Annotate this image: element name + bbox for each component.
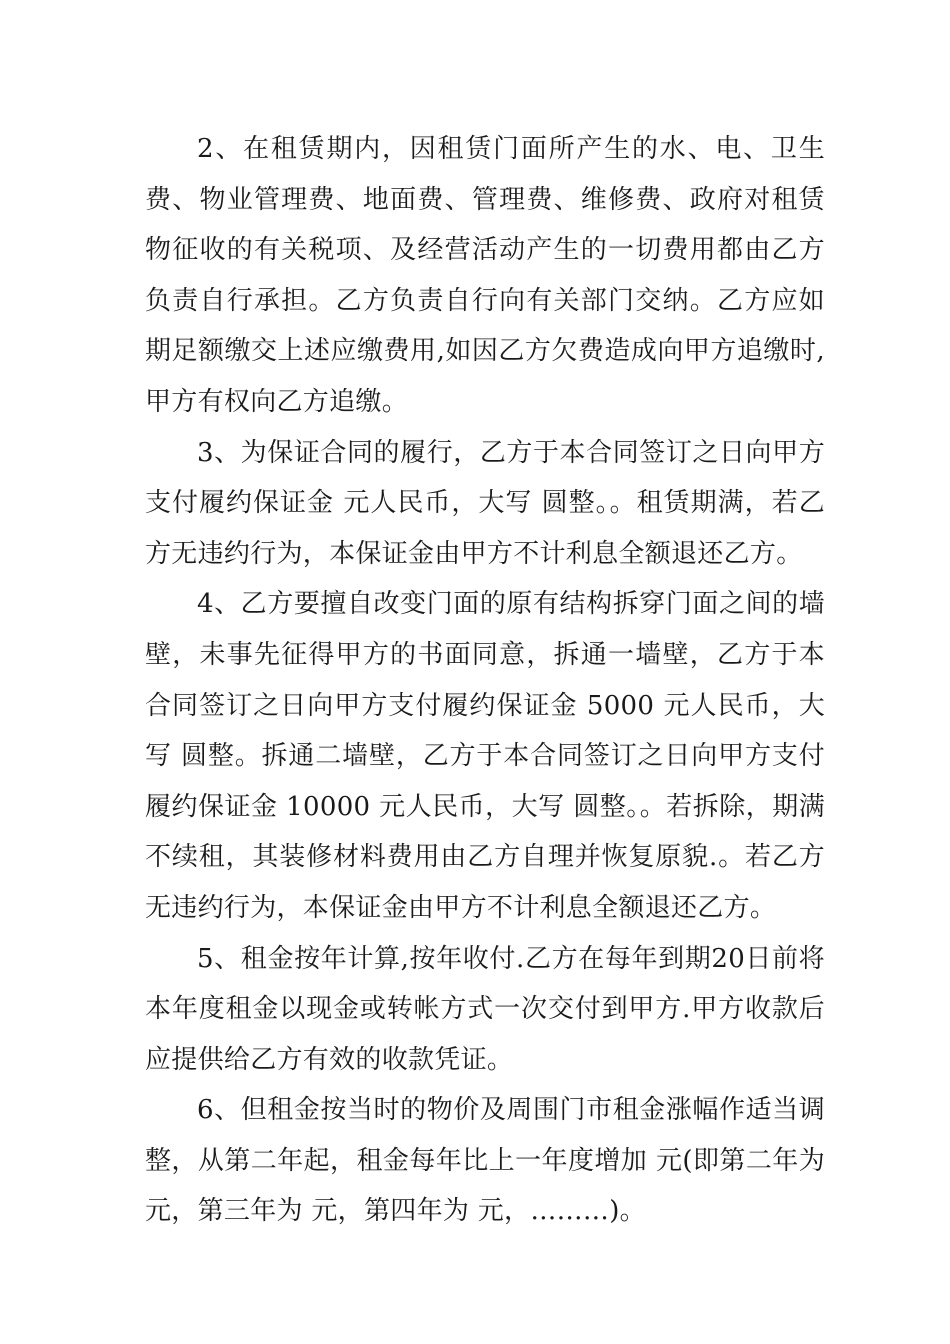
clause-4-paragraph: 4、乙方要擅自改变门面的原有结构拆穿门面之间的墙壁，未事先征得甲方的书面同意，拆通一墙壁，乙方于本合同签订之日向甲方支付履约保证金 5000 元人民币，大写 圆整。拆通二墙壁，乙方于本合同签订之日向甲方支付履约保证金 10000 元人民币，大写 圆整。。若拆除，期满不续租，其装修材料费用由乙方自理并恢复原貌.。若乙方无违约行为，本保证金由甲方不计利息全额退还乙方。 bbox=[145, 589, 825, 923]
clause-5-paragraph: 5、租金按年计算,按年收付.乙方在每年到期20日前将本年度租金以现金或转帐方式一次交付到甲方.甲方收款后应提供给乙方有效的收款凭证。 bbox=[145, 943, 825, 1075]
clause-3-paragraph: 3、为保证合同的履行，乙方于本合同签订之日向甲方支付履约保证金 元人民币，大写 圆整。。租赁期满，若乙方无违约行为，本保证金由甲方不计利息全额退还乙方。 bbox=[145, 437, 825, 569]
clause-2-paragraph: 2、在租赁期内，因租赁门面所产生的水、电、卫生费、物业管理费、地面费、管理费、维修费、政府对租赁物征收的有关税项、及经营活动产生的一切费用都由乙方负责自行承担。乙方负责自行向有关部门交纳。乙方应如期足额缴交上述应缴费用,如因乙方欠费造成向甲方追缴时,甲方有权向乙方追缴。 bbox=[145, 134, 825, 417]
clause-6-paragraph: 6、但租金按当时的物价及周围门市租金涨幅作适当调整，从第二年起，租金每年比上一年度增加 元(即第二年为 元，第三年为 元，第四年为 元，………)。 bbox=[145, 1095, 825, 1227]
contract-body bbox=[145, 124, 825, 1237]
